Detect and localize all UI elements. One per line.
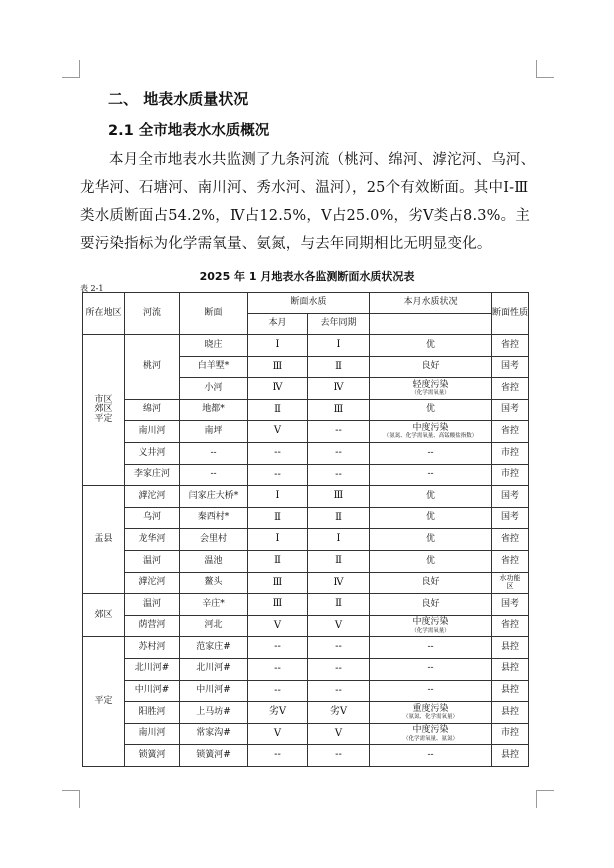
current-quality-cell: Ⅲ	[248, 356, 308, 378]
status-cell	[370, 615, 492, 637]
status-cell	[370, 550, 492, 572]
status-text: 良好	[421, 577, 440, 588]
last-year-quality-cell: Ⅱ	[308, 356, 370, 378]
section-cell: 温池	[180, 550, 248, 572]
nature-cell: 国考	[492, 594, 529, 616]
river-cell: 龙华河	[125, 529, 180, 551]
last-year-quality-cell: --	[308, 637, 370, 659]
status-cell	[370, 529, 492, 551]
table-row	[83, 680, 529, 702]
current-quality-cell: --	[248, 464, 308, 486]
crop-mark	[536, 790, 537, 808]
status-note: （化学需氧量）	[411, 390, 450, 397]
last-year-quality-cell: Ⅲ	[308, 399, 370, 421]
current-quality-cell: Ⅲ	[248, 572, 308, 594]
crop-mark	[79, 790, 80, 808]
nature-cell: 国考	[492, 507, 529, 529]
status-cell	[370, 507, 492, 529]
river-cell: 滹沱河	[125, 486, 180, 508]
table-row	[83, 421, 529, 443]
river-cell: 义井河	[125, 442, 180, 464]
section-cell: --	[180, 442, 248, 464]
header-section: 断面	[180, 293, 248, 335]
current-quality-cell: Ⅰ	[248, 486, 308, 508]
status-text: 优	[426, 555, 436, 566]
table-body	[83, 335, 529, 767]
last-year-quality-cell: Ⅰ	[308, 529, 370, 551]
status-cell	[370, 335, 492, 357]
section-cell: 河北	[180, 615, 248, 637]
last-year-quality-cell: Ⅳ	[308, 378, 370, 400]
river-cell: 滹沱河	[125, 572, 180, 594]
status-cell	[370, 399, 492, 421]
crop-mark	[62, 790, 80, 791]
section-cell: 中川河#	[180, 680, 248, 702]
current-quality-cell: Ⅴ	[248, 723, 308, 745]
river-cell: 温河	[125, 594, 180, 616]
last-year-quality-cell: --	[308, 658, 370, 680]
last-year-quality-cell: --	[308, 421, 370, 443]
last-year-quality-cell: Ⅲ	[308, 486, 370, 508]
nature-cell: 市控	[492, 723, 529, 745]
water-quality-table	[82, 292, 529, 767]
current-quality-cell: --	[248, 680, 308, 702]
nature-cell: 省控	[492, 615, 529, 637]
river-cell: 阳胜河	[125, 702, 180, 724]
table-row	[83, 486, 529, 508]
current-quality-cell: Ⅳ	[248, 378, 308, 400]
status-text: 中度污染	[412, 617, 449, 628]
status-note: （氨氮、化学需氧量、高锰酸盐指数）	[383, 433, 478, 440]
area-cell: 盂县	[83, 486, 125, 594]
crop-mark	[536, 60, 537, 78]
nature-cell: 国考	[492, 399, 529, 421]
table-row	[83, 529, 529, 551]
section-cell: 南坪	[180, 421, 248, 443]
nature-cell: 县控	[492, 637, 529, 659]
table-row	[83, 702, 529, 724]
section-cell: 晓庄	[180, 335, 248, 357]
last-year-quality-cell: Ⅳ	[308, 572, 370, 594]
nature-cell: 县控	[492, 658, 529, 680]
crop-mark	[536, 77, 554, 78]
current-quality-cell: Ⅴ	[248, 421, 308, 443]
nature-cell: 市控	[492, 464, 529, 486]
section-cell: 辛庄*	[180, 594, 248, 616]
status-text: 轻度污染	[412, 379, 449, 390]
last-year-quality-cell: Ⅱ	[308, 594, 370, 616]
river-cell: 绵河	[125, 399, 180, 421]
nature-cell: 国考	[492, 486, 529, 508]
table-row	[83, 615, 529, 637]
river-cell: 乌河	[125, 507, 180, 529]
last-year-quality-cell: --	[308, 442, 370, 464]
nature-cell: 市控	[492, 442, 529, 464]
section-cell: 地都*	[180, 399, 248, 421]
current-quality-cell: Ⅱ	[248, 399, 308, 421]
current-quality-cell: Ⅱ	[248, 507, 308, 529]
current-quality-cell: Ⅱ	[248, 550, 308, 572]
nature-cell: 县控	[492, 745, 529, 767]
last-year-quality-cell: Ⅱ	[308, 550, 370, 572]
table-row	[83, 399, 529, 421]
current-quality-cell: Ⅰ	[248, 529, 308, 551]
status-note: （氨氮、化学需氧量）	[403, 714, 459, 721]
last-year-quality-cell: --	[308, 464, 370, 486]
current-quality-cell: 劣Ⅴ	[248, 702, 308, 724]
section-cell: 小河	[180, 378, 248, 400]
status-text: 良好	[421, 361, 440, 372]
status-cell	[370, 572, 492, 594]
status-cell	[370, 680, 492, 702]
river-cell: 南川河	[125, 421, 180, 443]
status-cell	[370, 442, 492, 464]
section-cell: 上马坊#	[180, 702, 248, 724]
section-cell: 锁簧河#	[180, 745, 248, 767]
status-cell	[370, 702, 492, 724]
header-last-year: 去年同期	[308, 314, 370, 335]
status-text: 优	[426, 339, 436, 350]
status-text: 优	[426, 533, 436, 544]
status-text: 良好	[421, 598, 440, 609]
table-title: 2025 年 1 月地表水各监测断面水质状况表	[199, 270, 415, 283]
status-text: 中度污染	[412, 422, 449, 433]
status-text: 中度污染	[412, 725, 449, 736]
river-cell: 中川河#	[125, 680, 180, 702]
status-note: （化学需氧量、氨氮）	[403, 735, 459, 742]
status-text: 优	[426, 512, 436, 523]
river-cell: 苏村河	[125, 637, 180, 659]
table-row	[83, 637, 529, 659]
crop-mark	[79, 60, 80, 78]
crop-mark	[62, 77, 80, 78]
section-cell: --	[180, 464, 248, 486]
status-text: --	[427, 447, 434, 458]
section-heading: 二、 地表水质量状况	[108, 90, 249, 108]
status-text: --	[427, 663, 434, 674]
section-cell: 常家沟#	[180, 723, 248, 745]
section-cell: 北川河#	[180, 658, 248, 680]
status-note: （化学需氧量）	[411, 627, 450, 634]
table-row	[83, 572, 529, 594]
last-year-quality-cell: 劣Ⅴ	[308, 702, 370, 724]
table-row	[83, 507, 529, 529]
crop-mark	[536, 790, 554, 791]
nature-cell: 省控	[492, 335, 529, 357]
nature-cell: 县控	[492, 702, 529, 724]
status-text: 优	[426, 490, 436, 501]
header-status-blank	[370, 314, 492, 335]
table-row	[83, 745, 529, 767]
status-text: 重度污染	[412, 703, 449, 714]
summary-paragraph: 本月全市地表水共监测了九条河流（桃河、绵河、滹沱河、乌河、龙华河、石塘河、南川河、秀水河、温河），25个有效断面。其中Ⅰ-Ⅲ类水质断面占54.2%，Ⅳ占12.5%，Ⅴ占25.0%，劣Ⅴ类占8.3%。主要污染指标为化学需氧量、氨氮，与去年同期相比无明显变化。	[80, 152, 536, 252]
status-text: --	[427, 469, 434, 480]
table-row	[83, 594, 529, 616]
river-cell: 南川河	[125, 723, 180, 745]
status-cell	[370, 745, 492, 767]
header-nature: 断面性质	[492, 293, 529, 335]
nature-cell: 省控	[492, 378, 529, 400]
section-cell: 秦西村*	[180, 507, 248, 529]
status-cell	[370, 637, 492, 659]
nature-cell: 省控	[492, 421, 529, 443]
status-cell	[370, 723, 492, 745]
section-cell: 范家庄#	[180, 637, 248, 659]
current-quality-cell: --	[248, 442, 308, 464]
header-status: 本月水质状况	[370, 293, 492, 314]
status-cell	[370, 421, 492, 443]
table-row	[83, 335, 529, 357]
last-year-quality-cell: --	[308, 745, 370, 767]
header-river: 河流	[125, 293, 180, 335]
last-year-quality-cell: Ⅰ	[308, 335, 370, 357]
header-this-month: 本月	[248, 314, 308, 335]
status-cell	[370, 464, 492, 486]
current-quality-cell: --	[248, 658, 308, 680]
table-row	[83, 550, 529, 572]
current-quality-cell: Ⅲ	[248, 594, 308, 616]
nature-cell: 县控	[492, 680, 529, 702]
status-text: --	[427, 641, 434, 652]
status-cell	[370, 356, 492, 378]
section-cell: 闫家庄大桥*	[180, 486, 248, 508]
current-quality-cell: --	[248, 637, 308, 659]
nature-cell: 省控	[492, 529, 529, 551]
river-cell: 温河	[125, 550, 180, 572]
last-year-quality-cell: Ⅴ	[308, 723, 370, 745]
table-row	[83, 658, 529, 680]
nature-cell: 省控	[492, 550, 529, 572]
nature-cell: 水功能区	[492, 572, 529, 594]
current-quality-cell: Ⅰ	[248, 335, 308, 357]
river-cell: 荫营河	[125, 615, 180, 637]
section-cell: 会里村	[180, 529, 248, 551]
last-year-quality-cell: --	[308, 680, 370, 702]
table-row	[83, 723, 529, 745]
river-cell: 桃河	[125, 335, 180, 400]
table-number: 表 2-1	[80, 284, 104, 293]
nature-cell: 国考	[492, 356, 529, 378]
river-cell: 李家庄河	[125, 464, 180, 486]
river-cell: 北川河#	[125, 658, 180, 680]
status-cell	[370, 658, 492, 680]
table-row	[83, 442, 529, 464]
current-quality-cell: --	[248, 745, 308, 767]
header-quality: 断面水质	[248, 293, 370, 314]
last-year-quality-cell: Ⅴ	[308, 615, 370, 637]
area-cell: 郊区	[83, 594, 125, 637]
section-cell: 鳌头	[180, 572, 248, 594]
status-cell	[370, 486, 492, 508]
status-text: --	[427, 749, 434, 760]
river-cell: 锁簧河	[125, 745, 180, 767]
last-year-quality-cell: Ⅱ	[308, 507, 370, 529]
table-row	[83, 464, 529, 486]
status-text: 优	[426, 404, 436, 415]
status-cell	[370, 594, 492, 616]
section-cell: 白羊墅*	[180, 356, 248, 378]
current-quality-cell: Ⅴ	[248, 615, 308, 637]
area-cell: 市区郊区平定	[83, 335, 125, 486]
header-area: 所在地区	[83, 293, 125, 335]
status-text: --	[427, 685, 434, 696]
subsection-heading: 2.1 全市地表水水质概况	[108, 123, 270, 139]
area-cell: 平定	[83, 637, 125, 767]
status-cell	[370, 378, 492, 400]
